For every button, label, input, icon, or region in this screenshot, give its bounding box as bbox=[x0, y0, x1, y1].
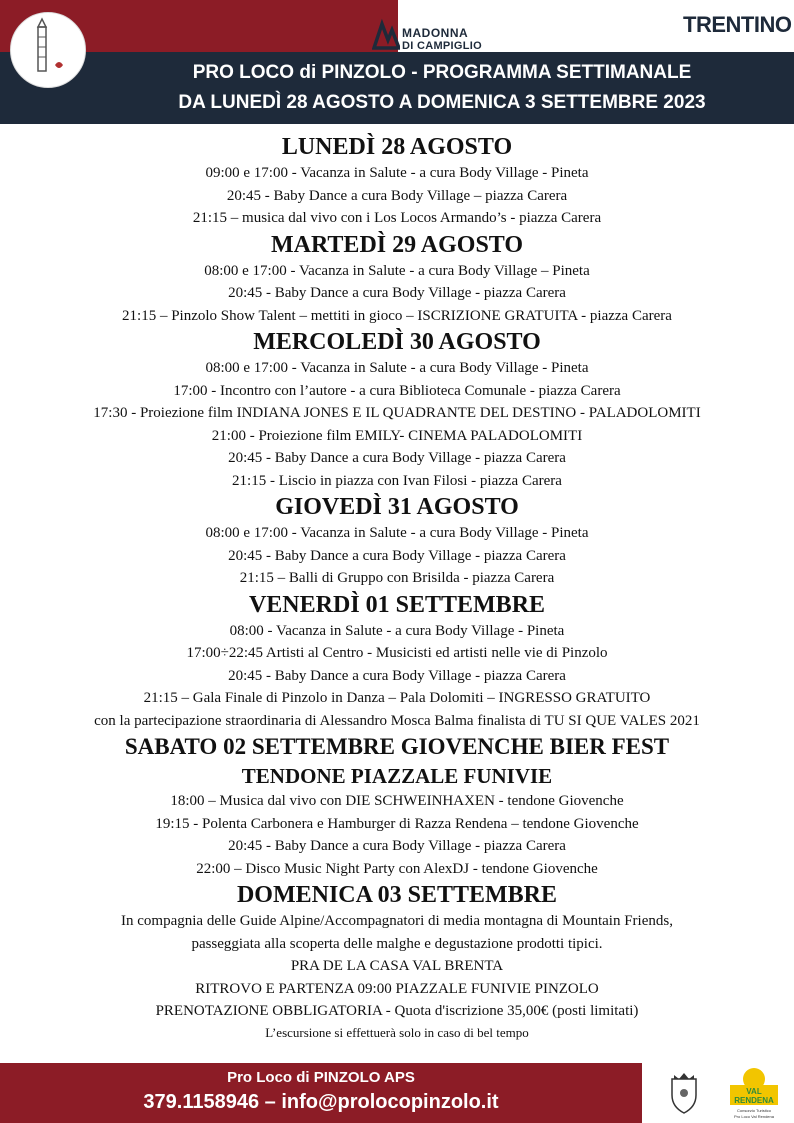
event-line: In compagnia delle Guide Alpine/Accompagnatori di media montagna di Mountain Friends, bbox=[121, 913, 673, 929]
event-item: 08:00 e 17:00 - Vacanza in Salute - a cura Body Village - Pineta bbox=[205, 360, 589, 376]
event-item: 21:15 – Pinzolo Show Talent – mettiti in gioco – ISCRIZIONE GRATUITA - piazza Carera bbox=[122, 307, 672, 324]
event-item: 08:00 e 17:00 - Vacanza in Salute - a cura Body Village – Pineta bbox=[204, 262, 590, 279]
event-item: 22:00 – Disco Music Night Party con AlexDJ - tendone Giovenche bbox=[196, 860, 598, 877]
page-subtitle: DA LUNEDÌ 28 AGOSTO A DOMENICA 3 SETTEMBRE 2023 bbox=[178, 92, 706, 113]
day-title: DOMENICA 03 SETTEMBRE bbox=[236, 882, 558, 908]
day-title: VENERDÌ 01 SETTEMBRE bbox=[248, 591, 546, 618]
day-saturday bbox=[0, 732, 794, 880]
day-title: LUNEDÌ 28 AGOSTO bbox=[281, 134, 513, 160]
madonna-di-campiglio-logo bbox=[372, 16, 532, 52]
day-title: SABATO 02 SETTEMBRE GIOVENCHE BIER FEST bbox=[124, 734, 670, 759]
day-title: MARTEDÌ 29 AGOSTO bbox=[270, 231, 524, 258]
valrendena-text-3: Consorzio Turistico bbox=[736, 1108, 772, 1113]
event-item: 21:15 – musica dal vivo con i Los Locos Armando’s - piazza Carera bbox=[192, 210, 602, 226]
programme bbox=[0, 132, 794, 1043]
event-line: passeggiata alla scoperta delle malghe e degustazione prodotti tipici. bbox=[191, 935, 603, 952]
footer bbox=[0, 1063, 794, 1123]
day-subtitle: TENDONE PIAZZALE FUNIVIE bbox=[241, 764, 553, 788]
proloco-logo bbox=[10, 12, 86, 88]
event-item: 09:00 e 17:00 - Vacanza in Salute - a cura Body Village - Pineta bbox=[205, 165, 589, 181]
event-item: 17:00 - Incontro con l’autore - a cura Biblioteca Comunale - piazza Carera bbox=[173, 382, 621, 399]
footer-org: Pro Loco di PINZOLO APS bbox=[227, 1069, 415, 1086]
day-monday bbox=[0, 132, 794, 230]
event-item: 21:00 - Proiezione film EMILY- CINEMA PALADOLOMITI bbox=[211, 427, 583, 444]
event-item: 21:15 - Liscio in piazza con Ivan Filosi - piazza Carera bbox=[232, 472, 562, 489]
day-wednesday bbox=[0, 327, 794, 492]
val-rendena-logo bbox=[730, 1065, 778, 1121]
event-item: 08:00 e 17:00 - Vacanza in Salute - a cura Body Village - Pineta bbox=[205, 525, 589, 541]
valrendena-text-4: Pro Loco Val Rendena bbox=[734, 1114, 774, 1119]
footer-contact: 379.1158946 – info@prolocopinzolo.it bbox=[143, 1091, 499, 1113]
event-item: 20:45 - Baby Dance a cura Body Village - piazza Carera bbox=[228, 667, 566, 684]
day-title: GIOVEDÌ 31 AGOSTO bbox=[275, 494, 519, 520]
day-title: MERCOLEDÌ 30 AGOSTO bbox=[253, 329, 541, 355]
event-item: 20:45 - Baby Dance a cura Body Village - piazza Carera bbox=[228, 450, 566, 466]
day-friday bbox=[0, 590, 794, 733]
event-item: 21:15 – Gala Finale di Pinzolo in Danza – Pala Dolomiti – INGRESSO GRATUITO bbox=[143, 690, 651, 706]
mountain-icon bbox=[372, 18, 400, 50]
page-title: PRO LOCO di PINZOLO - PROGRAMMA SETTIMANALE bbox=[192, 62, 692, 83]
valrendena-text-2: RENDENA bbox=[734, 1096, 774, 1105]
event-line: PRENOTAZIONE OBBLIGATORIA - Quota d'iscrizione 35,00€ (posti limitati) bbox=[155, 1003, 639, 1019]
madonna-text-2: DI CAMPIGLIO bbox=[402, 40, 482, 52]
day-sunday bbox=[0, 880, 794, 1043]
event-line: PRA DE LA CASA VAL BRENTA bbox=[290, 958, 504, 974]
event-item: 20:45 - Baby Dance a cura Body Village - piazza Carera bbox=[228, 547, 566, 564]
event-item: 18:00 – Musica dal vivo con DIE SCHWEINHAXEN - tendone Giovenche bbox=[170, 793, 624, 809]
event-item: con la partecipazione straordinaria di Alessandro Mosca Balma finalista di TU SI QUE VALES 2021 bbox=[94, 712, 700, 729]
weather-note: L’escursione si effettuerà solo in caso di bel tempo bbox=[265, 1024, 529, 1040]
event-item: 20:45 - Baby Dance a cura Body Village - piazza Carera bbox=[228, 285, 566, 301]
valrendena-text-1: VAL bbox=[746, 1087, 762, 1096]
madonna-text-1: MADONNA bbox=[402, 26, 469, 40]
header-band bbox=[0, 0, 794, 124]
event-item: 17:30 - Proiezione film INDIANA JONES E IL QUADRANTE DEL DESTINO - PALADOLOMITI bbox=[93, 405, 701, 421]
event-item: 21:15 – Balli di Gruppo con Brisilda - piazza Carera bbox=[239, 570, 555, 586]
municipality-crest-icon bbox=[664, 1069, 704, 1117]
event-item: 17:00÷22:45 Artisti al Centro - Musicisti ed artisti nelle vie di Pinzolo bbox=[186, 645, 608, 661]
day-tuesday bbox=[0, 230, 794, 328]
trentino-logo: TRENTINO bbox=[683, 12, 792, 37]
event-item: 20:45 - Baby Dance a cura Body Village – piazza Carera bbox=[226, 187, 568, 204]
event-line: RITROVO E PARTENZA 09:00 PIAZZALE FUNIVIE PINZOLO bbox=[195, 980, 599, 997]
event-item: 19:15 - Polenta Carbonera e Hamburger di Razza Rendena – tendone Giovenche bbox=[155, 815, 639, 832]
event-item: 20:45 - Baby Dance a cura Body Village - piazza Carera bbox=[228, 838, 566, 854]
day-thursday bbox=[0, 492, 794, 590]
event-item: 08:00 - Vacanza in Salute - a cura Body Village - Pineta bbox=[229, 622, 565, 639]
